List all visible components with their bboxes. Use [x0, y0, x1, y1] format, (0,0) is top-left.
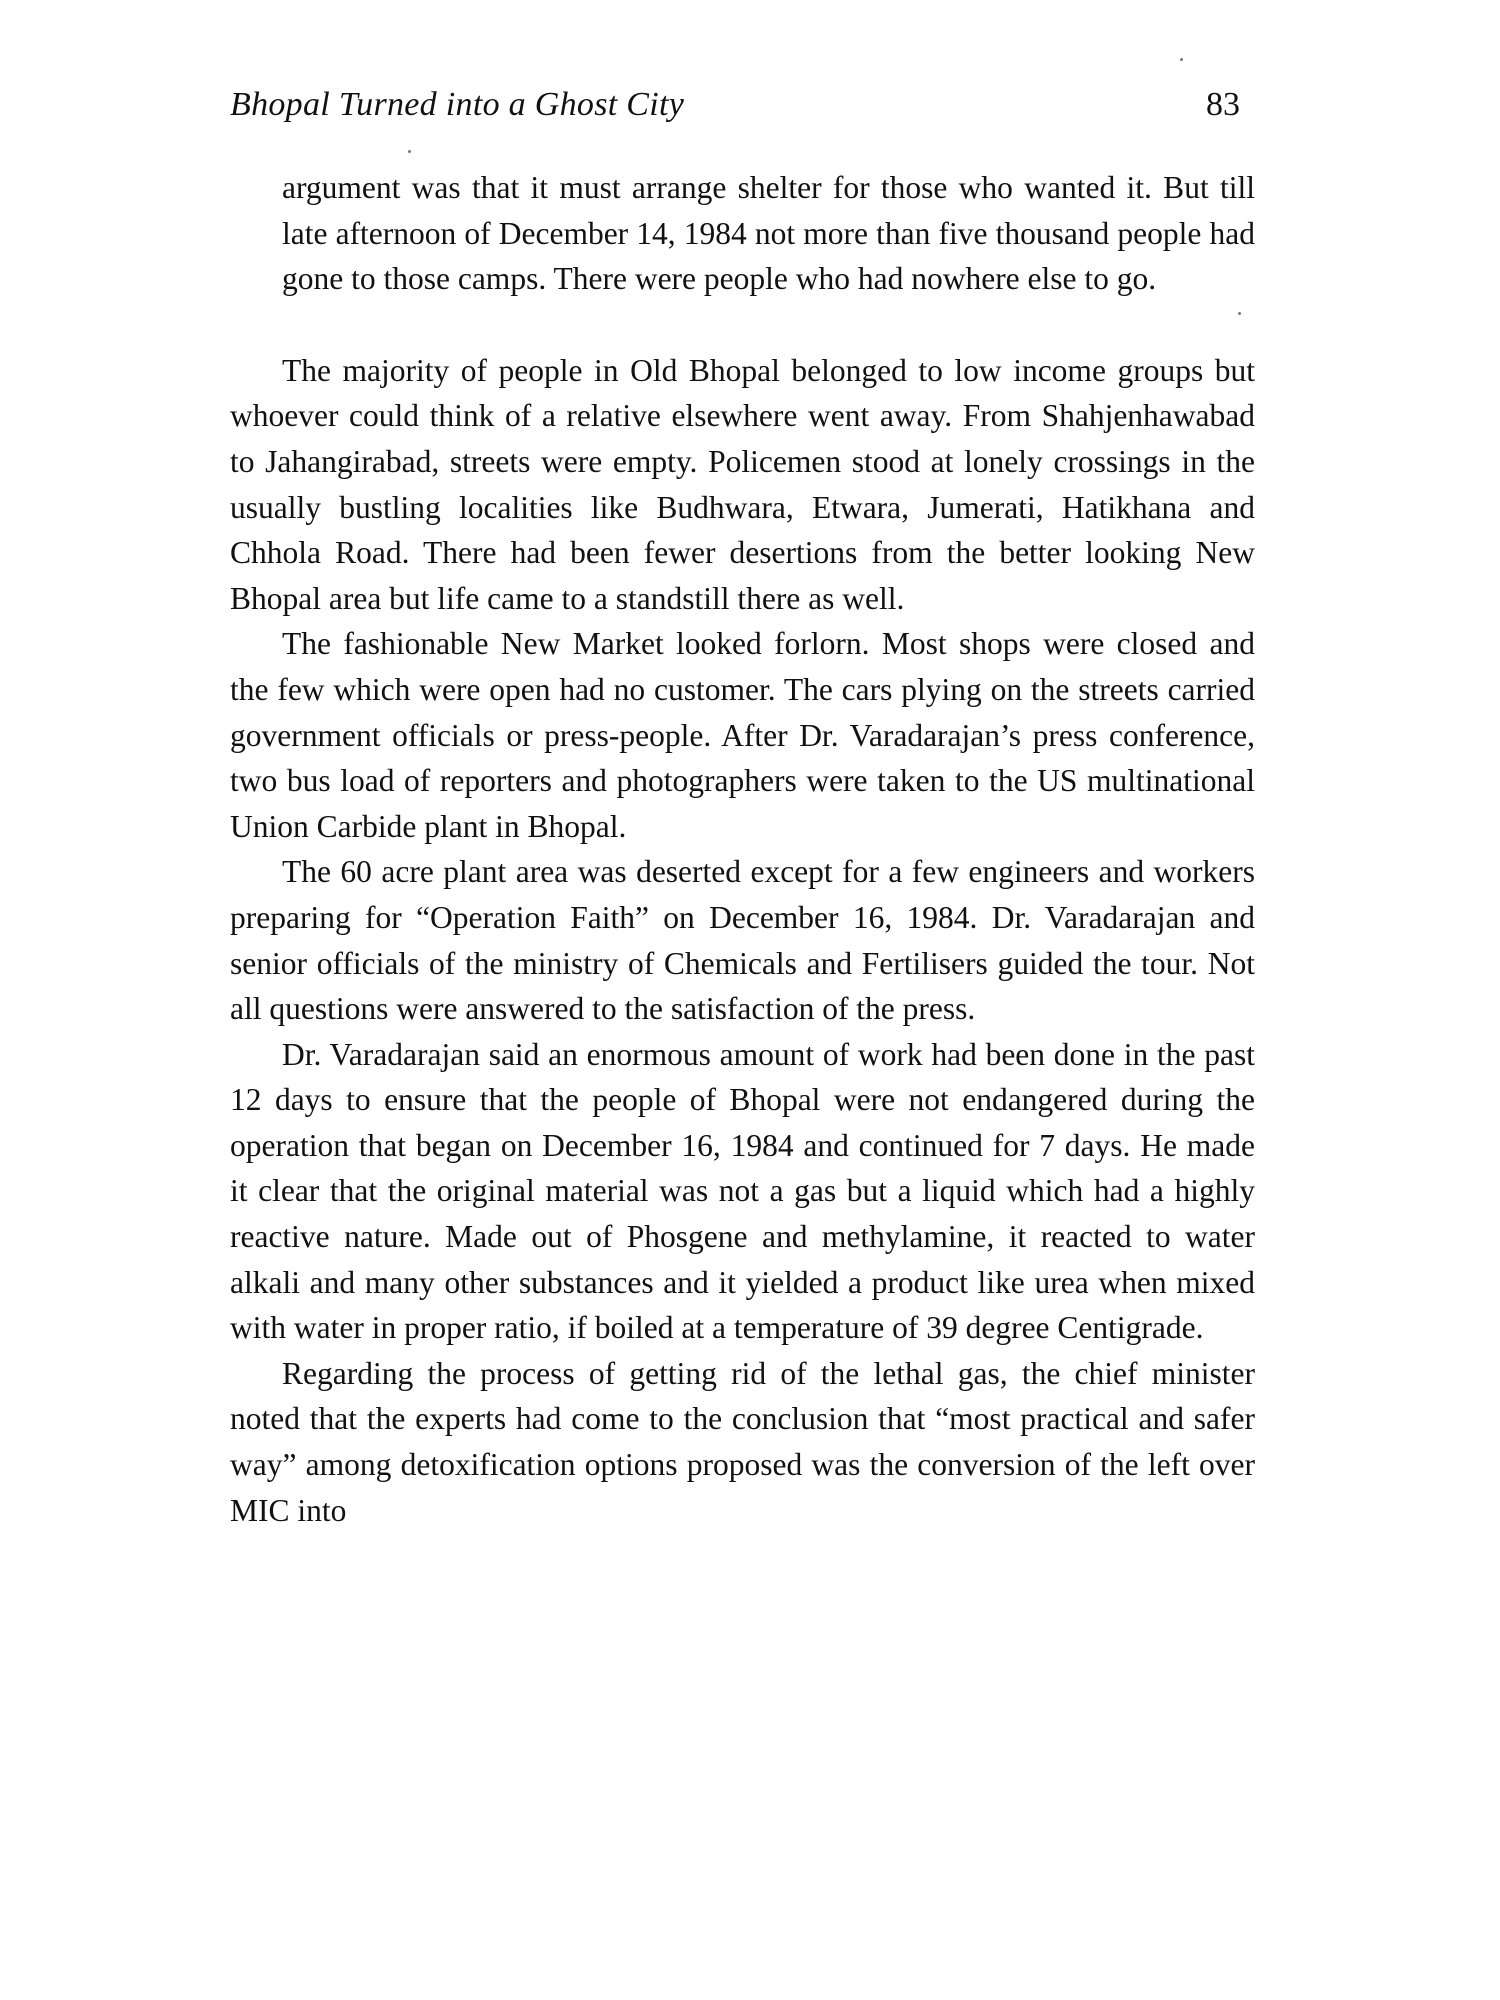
running-title: Bhopal Turned into a Ghost City [230, 86, 685, 123]
paragraph-old-bhopal: The majority of people in Old Bhopal belonged to low income groups but whoever could think of a relative elsewhere went away. From Shahjenhawabad to Jahangirabad, streets were empty. Policemen stood at lonely crossings in the usually bustling localities like Budhwara, Etwara, Jumerati, Hatikhana and Chhola Road. There had been fewer desertions from the better looking New Bhopal area but life came to a standstill there as well. [230, 352, 1255, 616]
paragraph-continued: argument was that it must arrange shelter for those who wanted it. But till late afternoon of December 14, 1984 not more than five thousand people had gone to those camps. There were people who had nowhere else to go. [282, 170, 1255, 297]
paragraph-varadarajan-statement: Dr. Varadarajan said an enormous amount of work had been done in the past 12 days to ensure that the people of Bhopal were not endangered during the operation that began on December 16, 1984 and continued for 7 days. He made it clear that the original material was not a gas but a liquid which had a highly reactive nature. Made out of Phosgene and methylamine, it reacted to water alkali and many other substances and it yielded a product like urea when mixed with water in proper ratio, if boiled at a temperature of 39 degree Centigrade. [230, 1036, 1255, 1346]
paragraph-detoxification: Regarding the process of getting rid of the lethal gas, the chief minister noted that the experts had come to the conclusion that “most practical and safer way” among detoxification options proposed was the conversion of the left over MIC into [230, 1355, 1255, 1528]
scan-speck [408, 150, 411, 153]
paragraph-new-market: The fashionable New Market looked forlorn. Most shops were closed and the few which were open had no customer. The cars plying on the streets carried government officials or press-people. After Dr. Varadarajan’s press conference, two bus load of reporters and photographers were taken to the US multinational Union Carbide plant in Bhopal. [230, 626, 1255, 844]
scan-speck [1238, 312, 1241, 315]
running-head [230, 86, 1240, 136]
scan-speck [1180, 58, 1183, 61]
paragraph-plant-tour: The 60 acre plant area was deserted except for a few engineers and workers preparing for “Operation Faith” on December 16, 1984. Dr. Varadarajan and senior officials of the ministry of Chemicals and Fertilisers guided the tour. Not all questions were answered to the satisfaction of the press. [230, 854, 1255, 1027]
page-number: 83 [1206, 86, 1240, 123]
body-text [230, 165, 1255, 1533]
